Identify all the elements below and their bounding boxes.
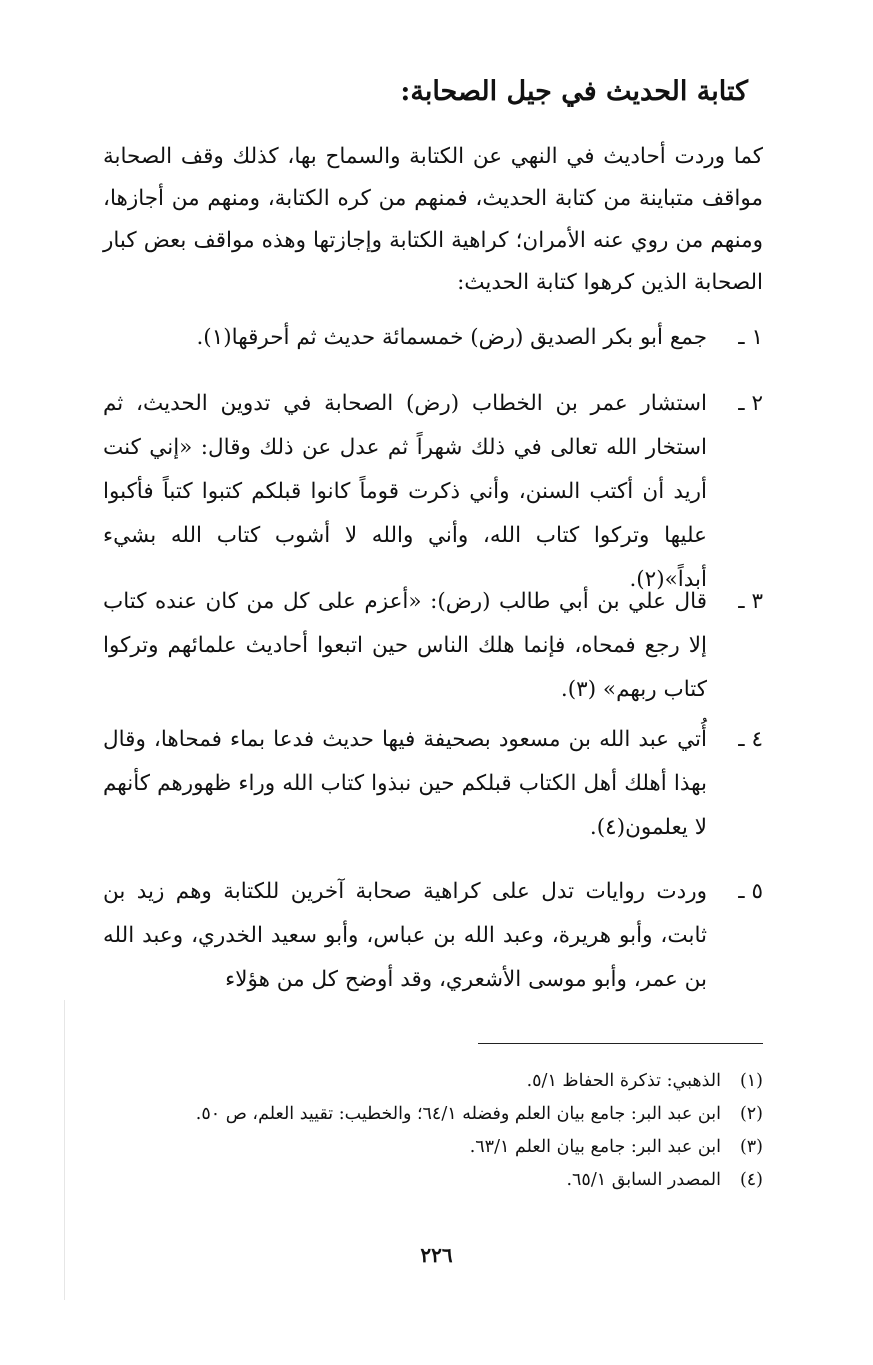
footnote-text: ابن عبد البر: جامع بيان العلم وفضله ٦٤/١؛ والخطيب: تقييد العلم، ص ٥٠. <box>195 1104 721 1124</box>
footnote-divider <box>478 1043 763 1044</box>
footnote-number: (١) <box>739 1071 763 1091</box>
footnote <box>83 1164 763 1197</box>
list-item-number: ٥ ـ <box>738 879 763 904</box>
list-item-text: قال علي بن أبي طالب (رض): «أعزم على كل من كان عنده كتاب إلا رجع فمحاه، فإنما هلك الناس حين اتبعوا أحاديث علمائهم وتركوا كتاب ربهم» (٣). <box>103 589 707 702</box>
footnote-number: (٢) <box>739 1104 763 1124</box>
footnote-text: ابن عبد البر: جامع بيان العلم ٦٣/١. <box>469 1137 721 1157</box>
footnote-text: المصدر السابق ٦٥/١. <box>566 1170 721 1190</box>
footnote-number: (٤) <box>739 1170 763 1190</box>
list-item-text: أُتي عبد الله بن مسعود بصحيفة فيها حديث فدعا بماء فمحاها، وقال بهذا أهلك أهل الكتاب قبلكم حين نبذوا كتاب الله وراء ظهورهم كأنهم لا يعلمون(٤). <box>103 727 707 840</box>
list-item <box>103 382 763 602</box>
list-item-number: ٤ ـ <box>738 727 763 752</box>
footnotes <box>83 1065 763 1197</box>
footnote-text: الذهبي: تذكرة الحفاظ ٥/١. <box>526 1071 721 1091</box>
list-item-number: ٣ ـ <box>738 589 763 614</box>
list-item-number: ١ ـ <box>738 325 763 350</box>
footnote <box>83 1131 763 1164</box>
page-number: ٢٢٦ <box>420 1243 453 1267</box>
footnote <box>83 1098 763 1131</box>
list-item-text: وردت روايات تدل على كراهية صحابة آخرين للكتابة وهم زيد بن ثابت، وأبو هريرة، وعبد الله بن عباس، وأبو سعيد الخدري، وعبد الله بن عمر، وأبو موسى الأشعري، وقد أوضح كل من هؤلاء <box>103 879 707 992</box>
list-item <box>103 870 763 1002</box>
footnote <box>83 1065 763 1098</box>
list-item-text: استشار عمر بن الخطاب (رض) الصحابة في تدوين الحديث، ثم استخار الله تعالى في ذلك شهراً ثم عدل عن ذلك وقال: «إني كنت أريد أن أكتب السنن، وأني ذكرت قوماً كانوا قبلكم كتبوا كتباً فأكبوا عليها وتركوا كتاب الله، وأني والله لا أشوب كتاب الله بشيء أبداً»(٢). <box>103 391 707 592</box>
list-item <box>103 718 763 850</box>
scan-edge-line <box>64 1000 65 1300</box>
list-item-text: جمع أبو بكر الصديق (رض) خمسمائة حديث ثم أحرقها(١). <box>196 325 707 350</box>
list-item <box>103 580 763 712</box>
list-item-number: ٢ ـ <box>738 391 763 416</box>
section-heading: كتابة الحديث في جيل الصحابة: <box>400 76 748 107</box>
footnote-number: (٣) <box>739 1137 763 1157</box>
list-item <box>103 316 763 360</box>
intro-paragraph: كما وردت أحاديث في النهي عن الكتابة والسماح بها، كذلك وقف الصحابة مواقف متباينة من كتابة الحديث، فمنهم من كره الكتابة، ومنهم من أجازها، ومنهم من روي عنه الأمران؛ كراهية الكتابة وإجازتها وهذه مواقف بعض كبار الصحابة الذين كرهوا كتابة الحديث: <box>103 144 763 295</box>
